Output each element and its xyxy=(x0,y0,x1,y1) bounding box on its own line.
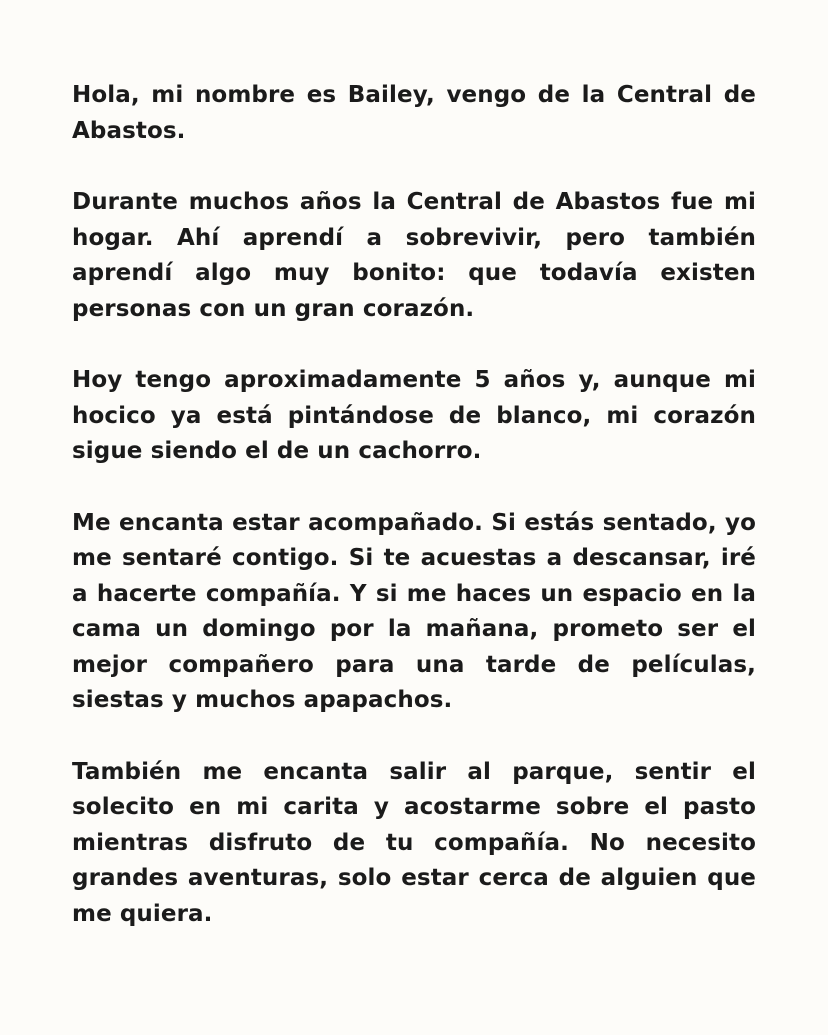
paragraph-home: Durante muchos años la Central de Abastos fue mi hogar. Ahí aprendí a sobrevivir, pero también aprendí algo muy bonito: que todavía existen personas con un gran corazón. xyxy=(72,189,756,322)
paragraph-companionship: Me encanta estar acompañado. Si estás sentado, yo me sentaré contigo. Si te acuestas a descansar, iré a hacerte compañía. Y si me haces un espacio en la cama un domingo por la mañana, prometo ser el mejor compañero para una tarde de películas, siestas y muchos apapachos. xyxy=(72,509,756,713)
letter-body xyxy=(72,78,756,968)
paragraph-age: Hoy tengo aproximadamente 5 años y, aunque mi hocico ya está pintándose de blanco, mi corazón sigue siendo el de un cachorro. xyxy=(72,367,756,464)
paragraph-intro: Hola, mi nombre es Bailey, vengo de la Central de Abastos. xyxy=(72,82,756,144)
paragraph-park: También me encanta salir al parque, sentir el solecito en mi carita y acostarme sobre el pasto mientras disfruto de tu compañía. No necesito grandes aventuras, solo estar cerca de alguien que me quiera. xyxy=(72,758,756,927)
